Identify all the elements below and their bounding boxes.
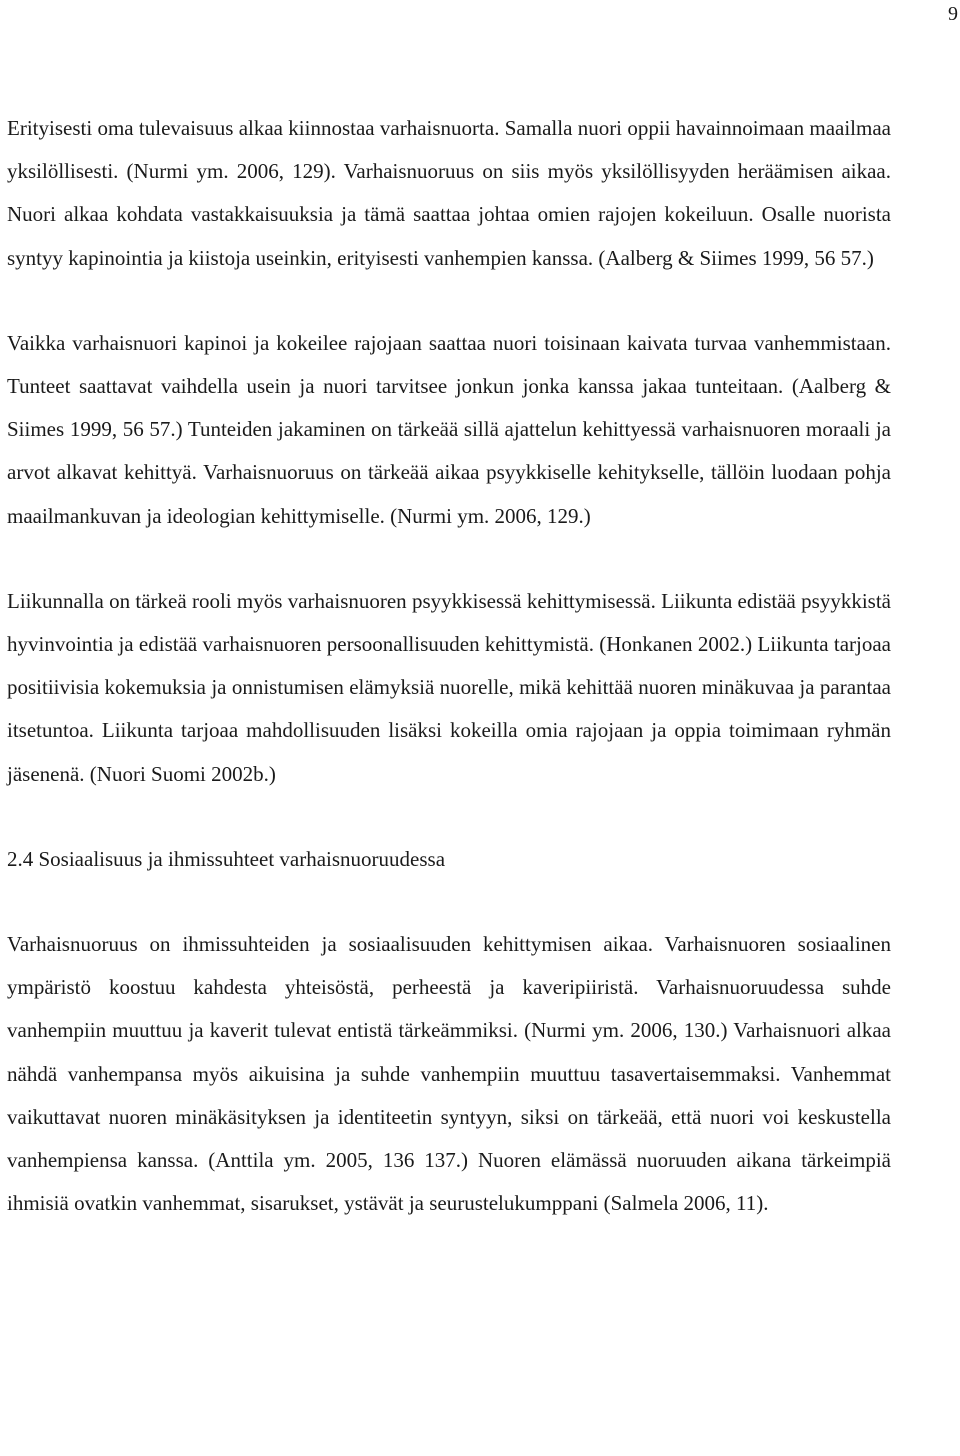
paragraph-emotions: Vaikka varhaisnuori kapinoi ja kokeilee rajojaan saattaa nuori toisinaan kaivata turvaa vanhemmistaan. Tunteet saattavat vaihdella usein ja nuori tarvitsee jonkun jonka kanssa jakaa tunteitaan. (Aalberg & Siimes 1999, 56 57.) Tunteiden jakaminen on tärkeää sillä ajattelun kehittyessä varhaisnuoren moraali ja arvot alkavat kehittyä. Varhaisnuoruus on tärkeää aikaa psyykkiselle kehitykselle, tällöin luodaan pohja maailmankuvan ja ideologian kehittymiselle. (Nurmi ym. 2006, 129.) [7,330,891,528]
section-heading: 2.4 Sosiaalisuus ja ihmissuhteet varhaisnuoruudessa [7,846,446,871]
paragraph-social-relations: Varhaisnuoruus on ihmissuhteiden ja sosiaalisuuden kehittymisen aikaa. Varhaisnuoren sosiaalinen ympäristö koostuu kahdesta yhteisöstä, perheestä ja kaveripiiristä. Varhaisnuoruudessa suhde vanhempiin muuttuu ja kaverit tulevat entistä tärkeämmiksi. (Nurmi ym. 2006, 130.) Varhaisnuori alkaa nähdä vanhempansa myös aikuisina ja suhde vanhempiin muuttuu tasavertaisemmaksi. Vanhemmat vaikuttavat nuoren minäkäsityksen ja identiteetin syntyyn, siksi on tärkeää, että nuori voi keskustella vanhempiensa kanssa. (Anttila ym. 2005, 136 137.) Nuoren elämässä nuoruuden aikana tärkeimpiä ihmisiä ovatkin vanhemmat, sisarukset, ystävät ja seurustelukumppani (Salmela 2006, 11). [7,932,891,1216]
page-number: 9 [948,3,958,25]
document-body [7,107,891,1225]
paragraph-future-interest: Erityisesti oma tulevaisuus alkaa kiinnostaa varhaisnuorta. Samalla nuori oppii havainnoimaan maailmaa yksilöllisesti. (Nurmi ym. 2006, 129). Varhaisnuoruus on siis myös yksilöllisyyden heräämisen aikaa. Nuori alkaa kohdata vastakkaisuuksia ja tämä saattaa johtaa omien rajojen kokeiluun. Osalle nuorista syntyy kapinointia ja kiistoja useinkin, erityisesti vanhempien kanssa. (Aalberg & Siimes 1999, 56 57.) [7,116,891,270]
paragraph-physical-activity: Liikunnalla on tärkeä rooli myös varhaisnuoren psyykkisessä kehittymisessä. Liikunta edistää psyykkistä hyvinvointia ja edistää varhaisnuoren persoonallisuuden kehittymistä. (Honkanen 2002.) Liikunta tarjoaa positiivisia kokemuksia ja onnistumisen elämyksiä nuorelle, mikä kehittää nuoren minäkuvaa ja parantaa itsetuntoa. Liikunta tarjoaa mahdollisuuden lisäksi kokeilla omia rajojaan ja oppia toimimaan ryhmän jäsenenä. (Nuori Suomi 2002b.) [7,588,891,786]
